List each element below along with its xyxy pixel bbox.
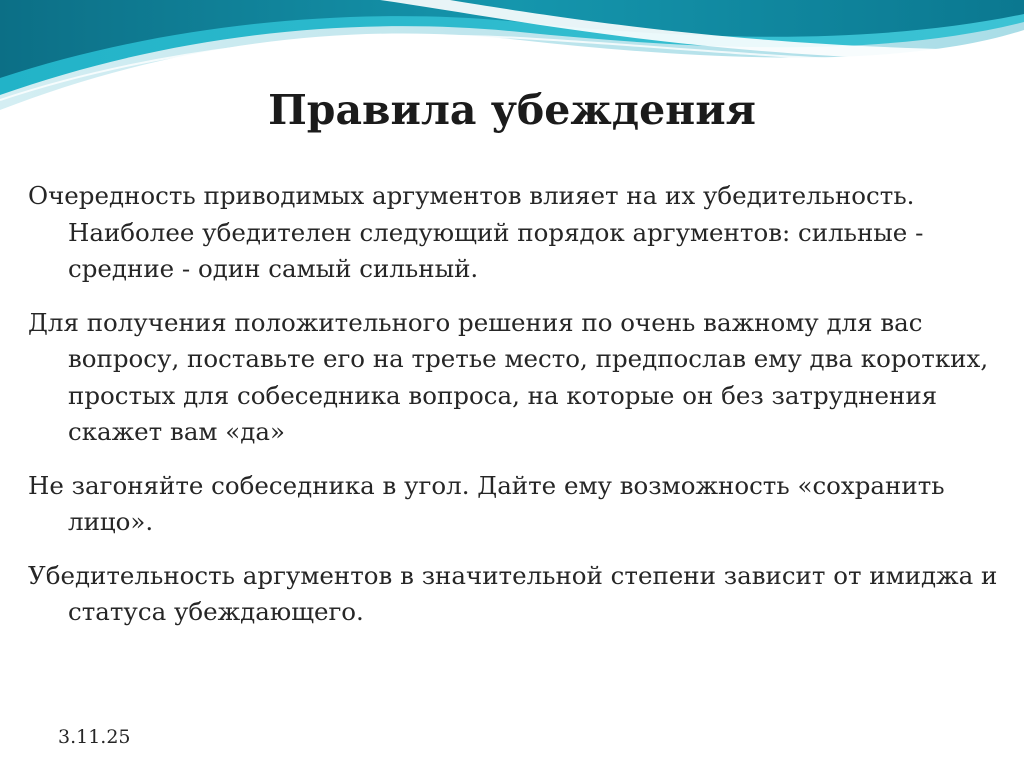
bullet-item: Не загоняйте собеседника в угол. Дайте ему возможность «сохранить лицо». [28, 470, 945, 536]
bullet-list [28, 178, 1003, 648]
bullet-item: Для получения положительного решения по очень важному для вас вопросу, поставьте его на третье место, предпослав ему два коротких, простых для собеседника вопроса, на которые он без затруднения скажет вам «да» [28, 307, 989, 446]
slide-date: 3.11.25 [58, 726, 131, 748]
slide-title: Правила убеждения [268, 86, 756, 134]
bullet-item: Убедительность аргументов в значительной степени зависит от имиджа и статуса убеждающего. [28, 560, 998, 626]
bullet-item: Очередность приводимых аргументов влияет на их убедительность. Наиболее убедителен следующий порядок аргументов: сильные - средние - один самый сильный. [28, 181, 924, 283]
